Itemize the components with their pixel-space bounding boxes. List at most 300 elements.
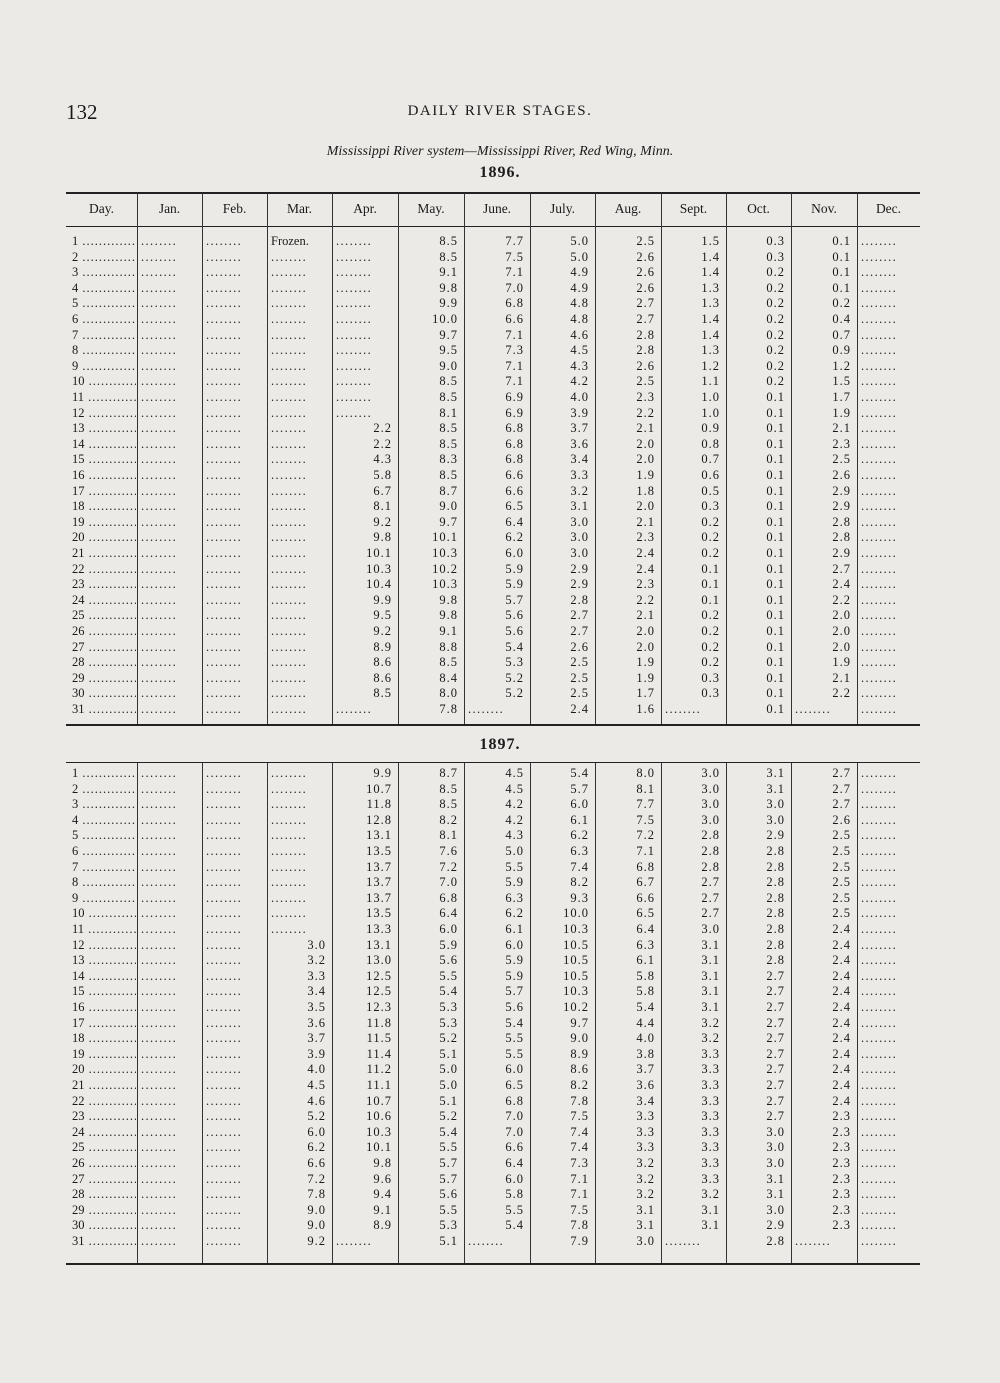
stage-value: 7.4 — [570, 859, 589, 874]
stage-value: 8.9 — [373, 639, 392, 654]
empty-cell-leader: ........ — [861, 1140, 898, 1155]
stage-value: 6.0 — [505, 546, 524, 560]
stage-value: 8.5 — [439, 797, 458, 812]
stage-value: 3.7 — [570, 421, 589, 436]
stage-value: 6.6 — [505, 312, 524, 326]
stage-value: 8.7 — [439, 483, 458, 498]
column-divider — [530, 763, 531, 1263]
empty-cell-leader: ........ — [861, 530, 898, 545]
stage-value: 7.1 — [505, 358, 524, 373]
stage-value: 6.6 — [505, 483, 524, 498]
day-number: 21 ..... — [72, 546, 136, 562]
stage-value: 5.7 — [505, 984, 524, 999]
empty-cell-leader: ........ — [206, 561, 243, 576]
stage-value: 2.4 — [832, 1078, 851, 1092]
page-number: 132 — [66, 100, 98, 124]
stage-value: 3.1 — [701, 937, 720, 952]
day-number: 4 ..... — [72, 813, 136, 829]
empty-cell-leader: ........ — [271, 844, 308, 858]
stage-value: 7.7 — [505, 234, 524, 248]
stage-value: 0.2 — [701, 639, 720, 654]
stage-value: 6.3 — [505, 890, 524, 905]
stage-value: 8.5 — [439, 468, 458, 482]
stage-value: 9.5 — [439, 343, 458, 358]
stage-value: 2.3 — [832, 1124, 851, 1139]
stage-value: 3.0 — [636, 1234, 655, 1248]
day-number: 1 ..... — [72, 234, 136, 250]
stage-value: 0.7 — [832, 327, 851, 342]
stage-value: 3.0 — [701, 797, 720, 812]
stage-value: 2.1 — [636, 514, 655, 529]
stage-value: 1.8 — [636, 483, 655, 498]
stage-value: 8.1 — [636, 781, 655, 796]
stage-value: 2.8 — [766, 859, 785, 874]
stage-value: 5.9 — [439, 937, 458, 952]
stage-value: 2.7 — [832, 561, 851, 576]
empty-cell-leader: ........ — [861, 1187, 898, 1202]
empty-cell-leader: ........ — [206, 890, 243, 905]
stage-value: 3.0 — [701, 812, 720, 827]
empty-cell-leader: ........ — [271, 343, 308, 358]
stage-value: 3.8 — [636, 1046, 655, 1061]
stage-value: 11.5 — [366, 1031, 392, 1046]
empty-cell-leader: ........ — [271, 859, 308, 874]
stage-value: 4.6 — [570, 327, 589, 342]
stage-value: 2.8 — [636, 327, 655, 342]
empty-cell-leader: ........ — [861, 374, 898, 389]
year-heading-1897: 1897. — [479, 736, 521, 753]
stage-value: 6.5 — [636, 906, 655, 921]
empty-cell-leader: ........ — [271, 421, 308, 436]
stage-value: 0.1 — [832, 265, 851, 280]
stage-value: 5.2 — [307, 1109, 326, 1124]
stage-value: 2.7 — [832, 781, 851, 796]
empty-cell-leader: ........ — [141, 1234, 178, 1248]
stage-value: 2.8 — [766, 844, 785, 858]
stage-value: 0.2 — [701, 624, 720, 638]
empty-cell-leader: ........ — [271, 561, 308, 576]
stage-value: 4.5 — [505, 766, 524, 780]
column-divider — [267, 193, 268, 724]
stage-value: 6.8 — [505, 296, 524, 311]
stage-value: 0.1 — [766, 452, 785, 467]
stage-value: 3.3 — [636, 1140, 655, 1155]
empty-cell-leader: ........ — [141, 577, 178, 592]
stage-value: 3.3 — [701, 1078, 720, 1092]
empty-cell-leader: ........ — [206, 875, 243, 890]
stage-value: 9.8 — [439, 280, 458, 295]
stage-value: 5.2 — [505, 686, 524, 701]
day-number: 21 ..... — [72, 1078, 136, 1094]
day-number: 14 ..... — [72, 969, 136, 985]
stage-value: 10.6 — [366, 1109, 392, 1124]
stage-value: 5.5 — [505, 1046, 524, 1061]
stage-value: 0.3 — [701, 499, 720, 514]
empty-cell-leader: ........ — [336, 234, 373, 248]
empty-cell-leader: ........ — [141, 1046, 178, 1061]
stage-value: 0.2 — [701, 530, 720, 545]
empty-cell-leader: ........ — [336, 390, 373, 404]
stage-value: 2.5 — [636, 374, 655, 389]
empty-cell-leader: ........ — [141, 686, 178, 701]
stage-value: 2.2 — [636, 592, 655, 607]
empty-cell-leader: ........ — [271, 312, 308, 326]
empty-cell-leader: ........ — [861, 1202, 898, 1217]
empty-cell-leader: ........ — [206, 546, 243, 560]
stage-value: 2.4 — [832, 577, 851, 592]
stage-value: 0.1 — [766, 592, 785, 607]
empty-cell-leader: ........ — [141, 859, 178, 874]
stage-value: 7.2 — [636, 828, 655, 843]
day-number: 30 ..... — [72, 686, 136, 702]
stage-value: 6.2 — [570, 828, 589, 843]
empty-cell-leader: ........ — [141, 1062, 178, 1077]
stage-value: 10.3 — [366, 561, 392, 576]
empty-cell-leader: ........ — [271, 702, 308, 716]
stage-value: 2.3 — [832, 1109, 851, 1124]
stage-value: 4.0 — [570, 390, 589, 404]
day-number: 6 ..... — [72, 844, 136, 860]
stage-value: 10.0 — [563, 906, 589, 921]
stage-value: 1.3 — [701, 343, 720, 358]
stage-value: 5.8 — [505, 1187, 524, 1202]
column-divider — [726, 763, 727, 1263]
stage-value: 6.2 — [505, 906, 524, 921]
stage-value: 6.8 — [505, 452, 524, 467]
column-header: July. — [549, 201, 575, 216]
stage-value: 2.8 — [766, 890, 785, 905]
stage-value: 3.6 — [636, 1078, 655, 1092]
stage-value: 2.3 — [832, 1140, 851, 1155]
stage-value: 1.9 — [832, 655, 851, 670]
stage-value: 0.2 — [701, 655, 720, 670]
empty-cell-leader: ........ — [206, 327, 243, 342]
stage-value: 5.4 — [636, 1000, 655, 1014]
empty-cell-leader: ........ — [206, 937, 243, 952]
stage-value: 6.2 — [307, 1140, 326, 1155]
stage-value: 2.4 — [832, 1062, 851, 1077]
empty-cell-leader: ........ — [206, 468, 243, 482]
day-number: 11 ..... — [72, 390, 136, 406]
empty-cell-leader: ........ — [861, 1000, 898, 1014]
empty-cell-leader: ........ — [206, 686, 243, 701]
column-divider — [202, 193, 203, 724]
stage-value: 2.7 — [701, 875, 720, 890]
stage-value: 0.1 — [701, 592, 720, 607]
stage-value: 3.1 — [701, 1202, 720, 1217]
day-number: 20 ..... — [72, 1062, 136, 1078]
empty-cell-leader: ........ — [141, 1140, 178, 1155]
stage-value: 2.3 — [636, 390, 655, 404]
stage-value: 0.1 — [832, 249, 851, 264]
empty-cell-leader: ........ — [141, 327, 178, 342]
empty-cell-leader: ........ — [271, 249, 308, 264]
stage-value: 8.2 — [570, 1078, 589, 1092]
empty-cell-leader: ........ — [141, 655, 178, 670]
empty-cell-leader: ........ — [206, 1171, 243, 1186]
stage-value: 11.8 — [366, 1015, 392, 1030]
empty-cell-leader: ........ — [861, 702, 898, 716]
stage-value: 3.6 — [570, 436, 589, 451]
empty-cell-leader: ........ — [141, 561, 178, 576]
stage-value: 6.8 — [505, 421, 524, 436]
stage-value: 9.2 — [307, 1234, 326, 1248]
empty-cell-leader: ........ — [141, 249, 178, 264]
empty-cell-leader: ........ — [141, 421, 178, 436]
empty-cell-leader: ........ — [271, 608, 308, 623]
column-divider — [791, 763, 792, 1263]
column-divider — [661, 763, 662, 1263]
day-number: 22 ..... — [72, 562, 136, 578]
empty-cell-leader: ........ — [141, 1202, 178, 1217]
stage-value: 0.1 — [766, 561, 785, 576]
stage-value: 1.0 — [701, 390, 720, 404]
stage-value: 4.2 — [505, 812, 524, 827]
stage-value: 2.2 — [373, 436, 392, 451]
stage-value: 8.1 — [373, 499, 392, 514]
stage-value: 2.6 — [636, 358, 655, 373]
empty-cell-leader: ........ — [206, 374, 243, 389]
day-number: 28 ..... — [72, 655, 136, 671]
empty-cell-leader: ........ — [271, 436, 308, 451]
stage-value: 2.2 — [832, 592, 851, 607]
stage-value: 11.1 — [366, 1078, 392, 1092]
stage-value: 6.4 — [439, 906, 458, 921]
stage-value: 6.8 — [505, 436, 524, 451]
empty-cell-leader: ........ — [206, 812, 243, 827]
stage-value: 9.0 — [439, 358, 458, 373]
day-number: 18 ..... — [72, 499, 136, 515]
stage-value: 3.3 — [701, 1109, 720, 1124]
stage-value: 5.2 — [439, 1031, 458, 1046]
stage-value: 2.5 — [832, 890, 851, 905]
empty-cell-leader: ........ — [141, 343, 178, 358]
empty-cell-leader: ........ — [206, 1218, 243, 1233]
empty-cell-leader: ........ — [206, 1046, 243, 1061]
stage-value: 2.1 — [636, 608, 655, 623]
stage-value: 5.1 — [439, 1093, 458, 1108]
stage-value: 2.6 — [570, 639, 589, 654]
stage-value: 2.1 — [832, 670, 851, 685]
stage-value: 3.3 — [570, 468, 589, 482]
stage-value: 6.1 — [570, 812, 589, 827]
column-header: Jan. — [158, 201, 181, 216]
empty-cell-leader: ........ — [141, 312, 178, 326]
stage-value: 2.5 — [570, 670, 589, 685]
empty-cell-leader: ........ — [795, 1234, 832, 1248]
stage-value: 13.5 — [366, 844, 392, 858]
empty-cell-leader: ........ — [336, 1234, 373, 1248]
stage-value: 6.7 — [636, 875, 655, 890]
stage-value: 10.0 — [432, 312, 458, 326]
stage-value: 3.0 — [701, 922, 720, 936]
empty-cell-leader: ........ — [336, 280, 373, 295]
stage-value: 3.4 — [307, 984, 326, 999]
stage-value: 2.0 — [636, 436, 655, 451]
empty-cell-leader: ........ — [271, 906, 308, 921]
stage-value: 0.5 — [701, 483, 720, 498]
stage-value: 0.1 — [766, 499, 785, 514]
empty-cell-leader: ........ — [141, 1156, 178, 1170]
empty-cell-leader: ........ — [141, 265, 178, 280]
stage-value: 6.6 — [307, 1156, 326, 1170]
stage-value: 2.8 — [636, 343, 655, 358]
stage-value: 9.7 — [570, 1015, 589, 1030]
empty-cell-leader: ........ — [861, 1093, 898, 1108]
stage-value: 9.9 — [373, 592, 392, 607]
stage-value: 0.1 — [766, 702, 785, 716]
empty-cell-leader: ........ — [861, 953, 898, 968]
empty-cell-leader: ........ — [271, 468, 308, 482]
stage-value: 2.9 — [832, 499, 851, 514]
empty-cell-leader: ........ — [141, 234, 178, 248]
stage-value: 3.0 — [766, 1140, 785, 1155]
stage-value: 10.1 — [366, 546, 392, 560]
stage-value: 3.0 — [766, 797, 785, 812]
stage-value: 0.6 — [701, 468, 720, 482]
stage-value: 2.7 — [766, 1093, 785, 1108]
stage-value: 6.0 — [505, 937, 524, 952]
stage-value: 2.4 — [832, 922, 851, 936]
stage-value: 10.7 — [366, 1093, 392, 1108]
empty-cell-leader: ........ — [861, 906, 898, 921]
stage-value: 3.2 — [307, 953, 326, 968]
stage-value: 2.3 — [832, 1171, 851, 1186]
empty-cell-leader: ........ — [861, 1234, 898, 1248]
empty-cell-leader: ........ — [861, 875, 898, 890]
column-header: Nov. — [811, 201, 837, 216]
stage-value: 7.1 — [505, 327, 524, 342]
stage-value: 5.0 — [570, 249, 589, 264]
stage-value: 0.1 — [766, 546, 785, 560]
stage-value: 4.8 — [570, 296, 589, 311]
stage-value: 10.3 — [432, 546, 458, 560]
empty-cell-leader: ........ — [271, 890, 308, 905]
stage-value: 7.5 — [636, 812, 655, 827]
day-number: 23 ..... — [72, 1109, 136, 1125]
stage-value: 5.8 — [636, 984, 655, 999]
empty-cell-leader: ........ — [206, 702, 243, 716]
day-number: 23 ..... — [72, 577, 136, 593]
stage-value: 3.0 — [766, 1156, 785, 1170]
stage-value: 2.7 — [766, 968, 785, 983]
stage-value: 0.1 — [832, 280, 851, 295]
stage-value: 9.0 — [307, 1218, 326, 1233]
empty-cell-leader: ........ — [206, 1124, 243, 1139]
stage-value: 0.1 — [832, 234, 851, 248]
stage-value: 9.4 — [373, 1187, 392, 1202]
empty-cell-leader: ........ — [141, 639, 178, 654]
stage-value: 2.7 — [701, 906, 720, 921]
stage-value: 5.2 — [505, 670, 524, 685]
stage-value: 1.4 — [701, 312, 720, 326]
stage-value: 3.5 — [307, 1000, 326, 1014]
stage-value: 2.6 — [636, 249, 655, 264]
day-number: 15 ..... — [72, 984, 136, 1000]
day-number: 30 ..... — [72, 1218, 136, 1234]
stage-value: 1.4 — [701, 327, 720, 342]
stage-value: 5.3 — [505, 655, 524, 670]
empty-cell-leader: ........ — [271, 624, 308, 638]
empty-cell-leader: ........ — [206, 280, 243, 295]
stage-value: 7.1 — [505, 265, 524, 280]
stage-value: 0.1 — [766, 624, 785, 638]
stage-value: 5.9 — [505, 561, 524, 576]
day-number: 29 ..... — [72, 1203, 136, 1219]
empty-cell-leader: ........ — [206, 390, 243, 404]
empty-cell-leader: ........ — [861, 859, 898, 874]
empty-cell-leader: ........ — [861, 483, 898, 498]
stage-value: 10.3 — [366, 1124, 392, 1139]
day-number: 13 ..... — [72, 953, 136, 969]
stage-value: 0.3 — [766, 234, 785, 248]
day-number: 27 ..... — [72, 640, 136, 656]
stage-value: 2.8 — [701, 859, 720, 874]
stage-value: 2.7 — [570, 608, 589, 623]
stage-value: 0.1 — [766, 639, 785, 654]
empty-cell-leader: ........ — [141, 358, 178, 373]
stage-value: 6.6 — [505, 468, 524, 482]
empty-cell-leader: ........ — [206, 1140, 243, 1155]
stage-value: 5.6 — [439, 953, 458, 968]
stage-value: 7.7 — [636, 797, 655, 812]
day-number: 27 ..... — [72, 1172, 136, 1188]
column-divider — [202, 763, 203, 1263]
stage-value: 0.9 — [701, 421, 720, 436]
stage-value: 5.5 — [439, 968, 458, 983]
empty-cell-leader: ........ — [271, 327, 308, 342]
stage-value: 2.8 — [766, 875, 785, 890]
stage-value: 13.7 — [366, 859, 392, 874]
day-number: 8 ..... — [72, 875, 136, 891]
stage-value: 0.1 — [766, 468, 785, 482]
empty-cell-leader: ........ — [861, 968, 898, 983]
stage-value: 3.6 — [307, 1015, 326, 1030]
empty-cell-leader: ........ — [861, 327, 898, 342]
stage-value: 1.7 — [832, 390, 851, 404]
stage-value: 13.3 — [366, 922, 392, 936]
empty-cell-leader: ........ — [206, 436, 243, 451]
stage-value: 8.7 — [439, 766, 458, 780]
stage-value: 6.4 — [505, 1156, 524, 1170]
stage-value: 5.4 — [439, 1124, 458, 1139]
year-heading-1896: 1896. — [479, 164, 521, 181]
empty-cell-leader: ........ — [141, 1218, 178, 1233]
empty-cell-leader: ........ — [271, 483, 308, 498]
empty-cell-leader: ........ — [206, 797, 243, 812]
stage-value: 9.9 — [439, 296, 458, 311]
stage-value: 0.2 — [766, 296, 785, 311]
empty-cell-leader: ........ — [271, 797, 308, 812]
stage-value: 3.1 — [701, 953, 720, 968]
stage-value: 3.3 — [701, 1062, 720, 1077]
empty-cell-leader: ........ — [141, 702, 178, 716]
stage-value: 2.4 — [832, 968, 851, 983]
stage-value: 10.5 — [563, 968, 589, 983]
stage-value: 5.2 — [439, 1109, 458, 1124]
stage-value: 4.8 — [570, 312, 589, 326]
empty-cell-leader: ........ — [861, 1218, 898, 1233]
stage-value: 2.6 — [636, 265, 655, 280]
stage-value: 6.0 — [439, 922, 458, 936]
empty-cell-leader: ........ — [861, 608, 898, 623]
day-number: 31 ..... — [72, 1234, 136, 1250]
stage-value: 7.5 — [570, 1202, 589, 1217]
stage-value: 2.8 — [766, 922, 785, 936]
stage-value: 9.0 — [439, 499, 458, 514]
stage-value: 3.1 — [636, 1218, 655, 1233]
day-number: 9 ..... — [72, 359, 136, 375]
